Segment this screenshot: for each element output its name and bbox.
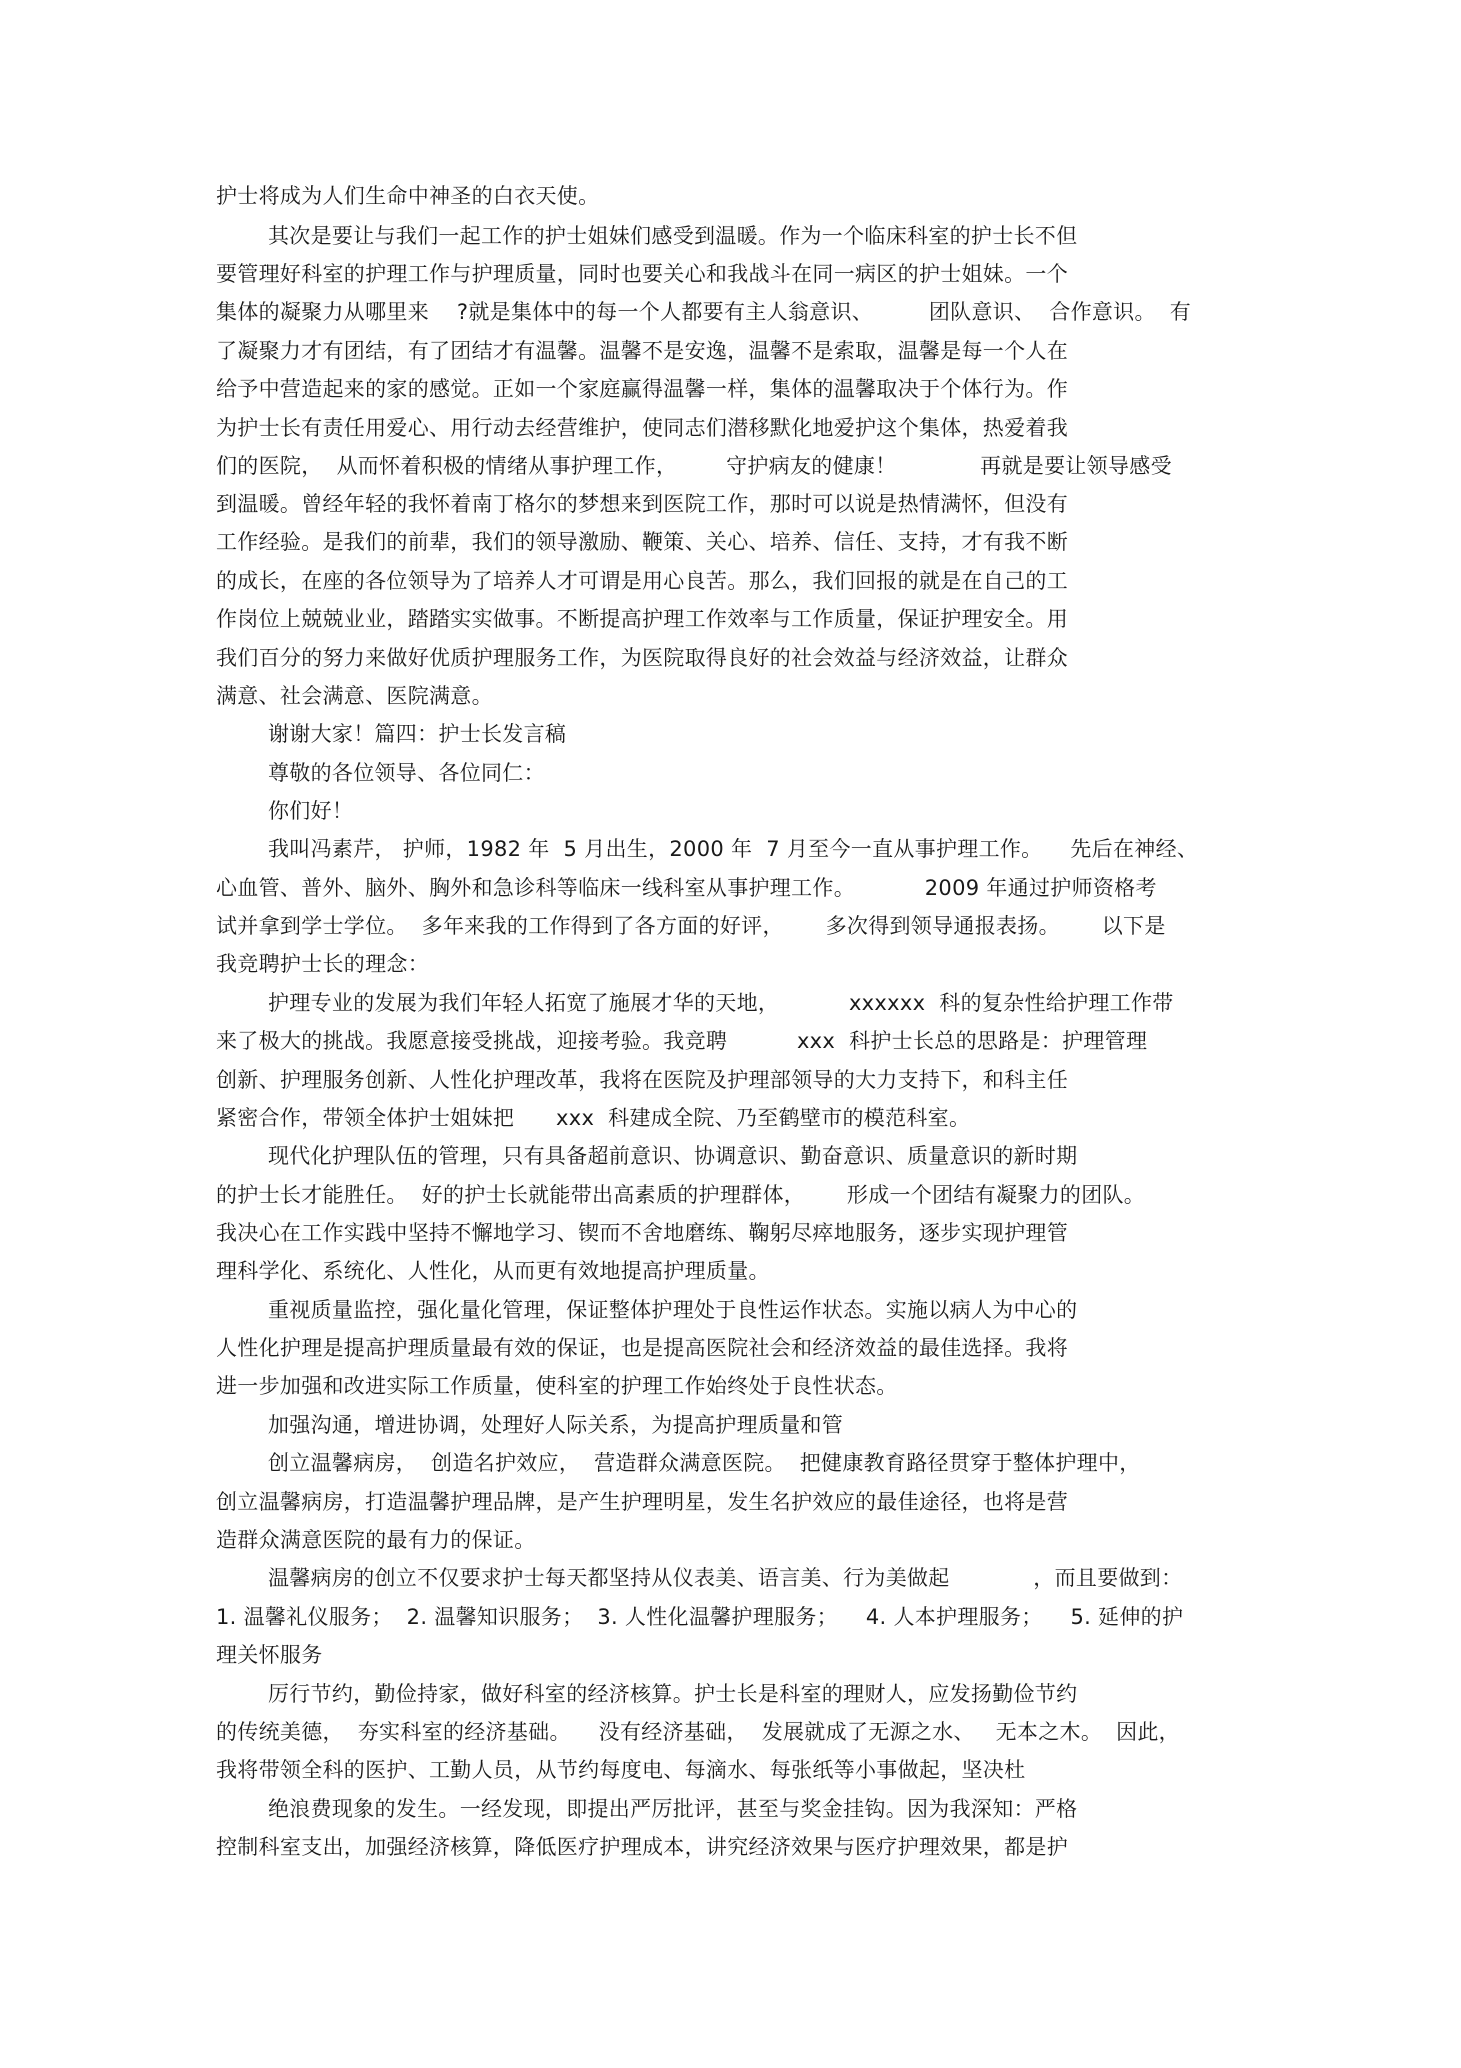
text-line: 护理专业的发展为我们年轻人拓宽了施展才华的天地， xxxxxx 科的复杂性给护理工作带	[268, 991, 1174, 1015]
text-line: 造群众满意医院的最有力的保证。	[216, 1528, 536, 1552]
text-line: 1. 温馨礼仪服务； 2. 温馨知识服务； 3. 人性化温馨护理服务； 4. 人本护理服务； 5. 延伸的护	[216, 1605, 1184, 1629]
text-line: 创立温馨病房，打造温馨护理品牌，是产生护理明星，发生名护效应的最佳途径，也将是营	[216, 1490, 1068, 1514]
text-line: 心血管、普外、脑外、胸外和急诊科等临床一线科室从事护理工作。 2009 年通过护师资格考	[216, 876, 1157, 900]
text-line: 紧密合作，带领全体护士姐妹把 xxx 科建成全院、乃至鹤壁市的模范科室。	[216, 1106, 971, 1130]
text-line: 到温暖。曾经年轻的我怀着南丁格尔的梦想来到医院工作，那时可以说是热情满怀，但没有	[216, 492, 1068, 516]
text-line: 的护士长才能胜任。 好的护士长就能带出高素质的护理群体， 形成一个团结有凝聚力的团队。	[216, 1183, 1146, 1207]
text-line: 绝浪费现象的发生。一经发现，即提出严厉批评，甚至与奖金挂钩。因为我深知：严格	[268, 1797, 1078, 1821]
text-line: 给予中营造起来的家的感觉。正如一个家庭赢得温馨一样，集体的温馨取决于个体行为。作	[216, 377, 1068, 401]
text-line: 我叫冯素芹， 护师，1982 年 5 月出生，2000 年 7 月至今一直从事护理工作。 先后在神经、	[268, 837, 1199, 861]
text-line: 来了极大的挑战。我愿意接受挑战，迎接考验。我竞聘 xxx 科护士长总的思路是：护理管理	[216, 1029, 1148, 1053]
text-line: 理科学化、系统化、人性化，从而更有效地提高护理质量。	[216, 1259, 770, 1283]
text-line: 创新、护理服务创新、人性化护理改革，我将在医院及护理部领导的大力支持下，和科主任	[216, 1068, 1068, 1092]
text-line: 尊敬的各位领导、各位同仁：	[268, 761, 545, 785]
text-line: 现代化护理队伍的管理，只有具备超前意识、协调意识、勤奋意识、质量意识的新时期	[268, 1144, 1078, 1168]
text-line: 要管理好科室的护理工作与护理质量，同时也要关心和我战斗在同一病区的护士姐妹。一个	[216, 262, 1068, 286]
text-line: 作岗位上兢兢业业，踏踏实实做事。不断提高护理工作效率与工作质量，保证护理安全。用	[216, 607, 1068, 631]
text-line: 我竞聘护士长的理念：	[216, 952, 429, 976]
text-line: 了凝聚力才有团结，有了团结才有温馨。温馨不是安逸，温馨不是索取，温馨是每一个人在	[216, 339, 1068, 363]
text-line: 控制科室支出，加强经济核算，降低医疗护理成本，讲究经济效果与医疗护理效果，都是护	[216, 1835, 1068, 1859]
text-line: 的传统美德， 夯实科室的经济基础。 没有经济基础， 发展就成了无源之水、 无本之木。 因此，	[216, 1720, 1180, 1744]
text-line: 厉行节约，勤俭持家，做好科室的经济核算。护士长是科室的理财人，应发扬勤俭节约	[268, 1682, 1078, 1706]
text-line: 为护士长有责任用爱心、用行动去经营维护，使同志们潜移默化地爱护这个集体，热爱着我	[216, 416, 1068, 440]
text-line: 其次是要让与我们一起工作的护士姐妹们感受到温暖。作为一个临床科室的护士长不但	[268, 224, 1078, 248]
text-line: 集体的凝聚力从哪里来 ?就是集体中的每一个人都要有主人翁意识、 团队意识、 合作意识。 有	[216, 300, 1192, 324]
text-line: 人性化护理是提高护理质量最有效的保证，也是提高医院社会和经济效益的最佳选择。我将	[216, 1336, 1068, 1360]
text-line: 工作经验。是我们的前辈，我们的领导激励、鞭策、关心、培养、信任、支持，才有我不断	[216, 530, 1068, 554]
text-line: 理关怀服务	[216, 1643, 323, 1667]
text-line: 重视质量监控，强化量化管理，保证整体护理处于良性运作状态。实施以病人为中心的	[268, 1298, 1078, 1322]
text-line: 我将带领全科的医护、工勤人员，从节约每度电、每滴水、每张纸等小事做起，坚决杜	[216, 1758, 1026, 1782]
text-line: 进一步加强和改进实际工作质量，使科室的护理工作始终处于良性状态。	[216, 1374, 898, 1398]
text-line: 加强沟通，增进协调，处理好人际关系，为提高护理质量和管	[268, 1413, 844, 1437]
text-line: 们的医院， 从而怀着积极的情绪从事护理工作， 守护病友的健康！ 再就是要让领导感受	[216, 454, 1172, 478]
text-line: 护士将成为人们生命中神圣的白衣天使。	[216, 184, 600, 208]
text-line: 我们百分的努力来做好优质护理服务工作，为医院取得良好的社会效益与经济效益，让群众	[216, 646, 1068, 670]
text-line: 的成长，在座的各位领导为了培养人才可谓是用心良苦。那么，我们回报的就是在自己的工	[216, 569, 1068, 593]
text-line: 满意、社会满意、医院满意。	[216, 684, 493, 708]
text-line: 我决心在工作实践中坚持不懈地学习、锲而不舍地磨练、鞠躬尽瘁地服务，逐步实现护理管	[216, 1221, 1068, 1245]
text-line: 温馨病房的创立不仅要求护士每天都坚持从仪表美、语言美、行为美做起 ，而且要做到：	[268, 1566, 1183, 1590]
text-line: 试并拿到学士学位。 多年来我的工作得到了各方面的好评， 多次得到领导通报表扬。 以下是	[216, 914, 1166, 938]
text-line: 谢谢大家！篇四：护士长发言稿	[268, 722, 567, 746]
text-line: 你们好！	[268, 799, 354, 823]
text-line: 创立温馨病房， 创造名护效应， 营造群众满意医院。 把健康教育路径贯穿于整体护理中，	[268, 1451, 1141, 1475]
